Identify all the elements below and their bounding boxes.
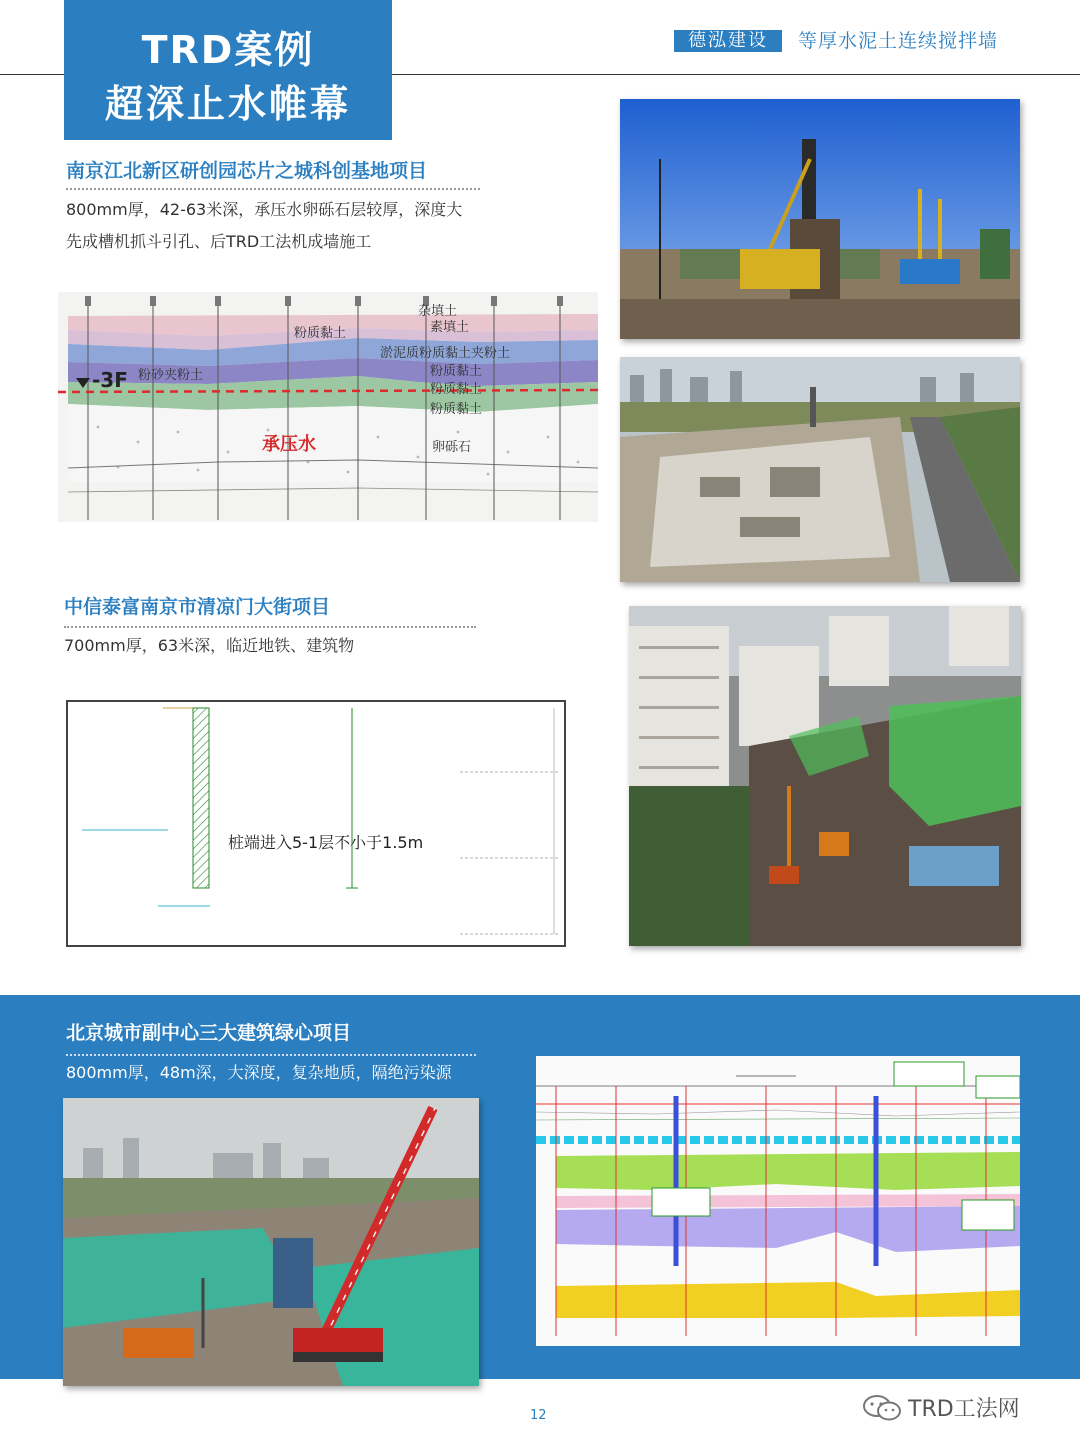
project3-desc: 800mm厚，48m深，大深度，复杂地质，隔绝污染源 [66,1063,452,1082]
project1-photo-rig [620,99,1020,339]
page-title-line1: TRD案例 [141,28,315,72]
layer-label: 粉质黏土 [430,382,483,397]
project3-geological-section [536,1056,1020,1346]
basement-level-label: -3F [92,368,128,392]
project2-pile-diagram [66,700,566,947]
layer-label: 粉质黏土 [430,364,483,379]
layer-label: 素填土 [430,320,470,335]
project1-title: 南京江北新区研创园芯片之城科创基地项目 [66,160,428,182]
project2-photo-site [629,606,1021,946]
project2-title: 中信泰富南京市清凉门大街项目 [64,596,331,618]
project3-photo-crane [63,1098,479,1386]
project2-divider [64,626,476,628]
project1-geological-section [58,292,598,522]
wechat-icon [862,1394,902,1422]
layer-label: 粉质黏土 [430,402,483,417]
page-title-line2: 超深止水帷幕 [104,82,351,126]
project2-desc: 700mm厚，63米深，临近地铁、建筑物 [64,636,355,655]
watermark-text: TRD工法网 [908,1397,1020,1422]
project1-desc-line2: 先成槽机抓斗引孔、后TRD工法机成墙施工 [66,232,372,251]
project1-divider [66,188,480,190]
gravel-label: 卵砾石 [432,440,472,455]
project3-title: 北京城市副中心三大建筑绿心项目 [66,1022,352,1044]
layer-label: 淤泥质粉质黏土夹粉土 [380,346,511,361]
brand-badge: 德泓建设 [674,30,782,52]
page-number: 12 [530,1408,547,1423]
project1-desc-line1: 800mm厚，42-63米深，承压水卵砾石层较厚，深度大 [66,200,463,219]
watermark [862,1392,1020,1423]
layer-label: 粉质黏土 [294,326,347,341]
project1-photo-aerial [620,357,1020,582]
page-title-box [64,0,392,140]
confined-water-label: 承压水 [262,434,316,455]
header-subtitle: 等厚水泥土连续搅拌墙 [798,30,999,52]
pile-end-note: 桩端进入5-1层不小于1.5m [228,833,424,852]
project3-divider [66,1054,476,1056]
layer-label: 粉砂夹粉土 [138,368,204,383]
layer-label: 杂填土 [418,304,458,319]
